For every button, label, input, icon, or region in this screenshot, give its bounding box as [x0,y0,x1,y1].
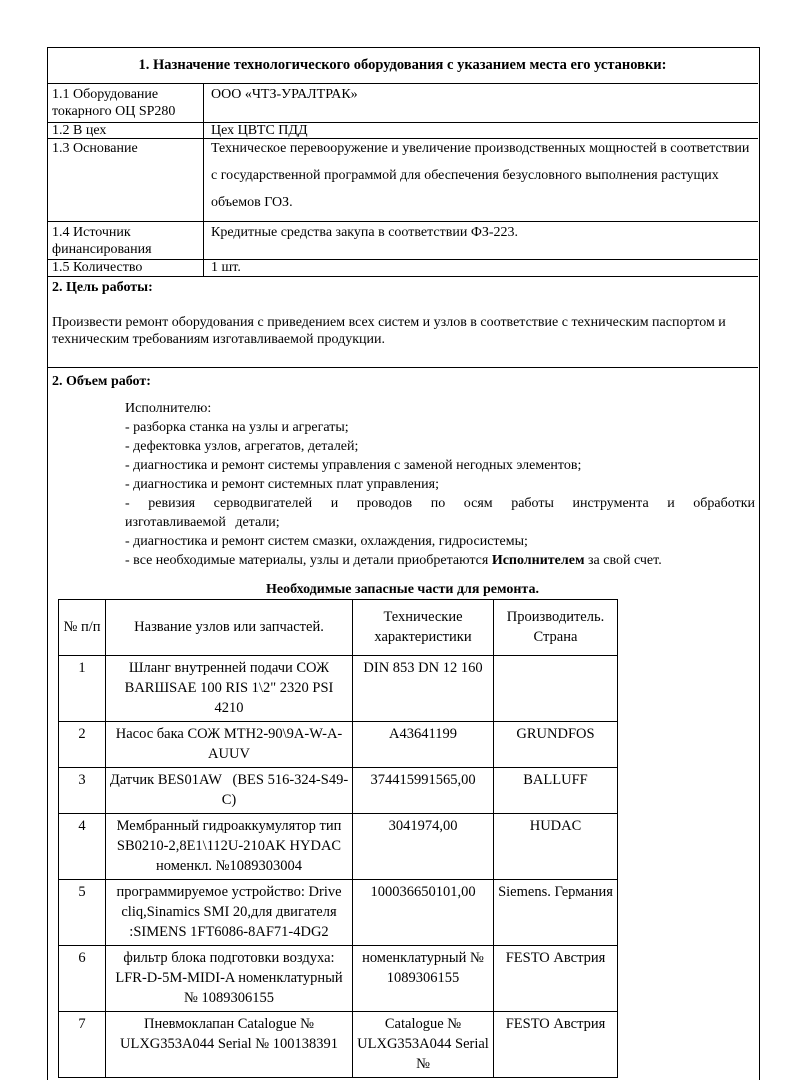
cell-number: 1 [59,656,106,722]
cell-number: 3 [59,768,106,814]
row-value: Кредитные средства закупа в соответствии ФЗ-223. [211,225,519,240]
table-row [59,814,618,880]
goal-text: Произвести ремонт оборудования с приведением всех систем и узлов в соответствие с техническим паспортом и техническим требованиям изготавливаемой продукции. [52,315,726,347]
table-row [59,722,618,768]
last-item-bold: Исполнителем [491,553,585,568]
header-maker: Производитель. Страна [494,600,618,656]
parts-table [58,599,618,1078]
parts-title: Необходимые запасные части для ремонта. [266,582,539,597]
cell-maker: FESTO Австрия [494,946,618,1012]
table-header-row [59,600,618,656]
cell-spec: 100036650101,00 [353,880,494,946]
row-label: 1.2 В цех [47,123,204,138]
last-item-prefix: - все необходимые материалы, узлы и детали приобретаются [125,553,492,568]
cell-spec: 374415991565,00 [353,768,494,814]
row-funding [47,222,758,260]
cell-name: Пневмоклапан Catalogue № ULXG353A044 Serial № 100138391 [106,1012,353,1078]
cell-name: фильтр блока подготовки воздуха: LFR-D-5M-MIDI-A номенклатурный № 1089306155 [106,946,353,1012]
cell-name: Насос бака СОЖ MTH2-90\9A-W-A-AUUV [106,722,353,768]
row-value: Цех ЦВТС ПДД [211,123,308,138]
cell-number: 5 [59,880,106,946]
header-name: Название узлов или запчастей. [106,600,353,656]
cell-name: Датчик BES01AW (BES 516-324-S49-C) [106,768,353,814]
document-page [47,47,760,1079]
list-item: - диагностика и ремонт системы управления с заменой негодных элементов; [125,458,582,473]
cell-spec: DIN 853 DN 12 160 [353,656,494,722]
row-label: 1.5 Количество [47,260,204,276]
header-spec: Технические характеристики [353,600,494,656]
scope-intro: Исполнителю: [125,401,212,416]
cell-spec: 3041974,00 [353,814,494,880]
list-item: - диагностика и ремонт системных плат управления; [125,477,439,492]
goal-heading [52,279,752,296]
scope-heading: 2. Объем работ: [52,374,151,389]
cell-maker: FESTO Австрия [494,1012,618,1078]
table-row [59,768,618,814]
cell-number: 6 [59,946,106,1012]
table-row [59,946,618,1012]
cell-number: 7 [59,1012,106,1078]
table-row [59,656,618,722]
row-label: 1.3 Основание [47,139,204,221]
cell-name: Шланг внутренней подачи СОЖ BARШSAE 100 RIS 1\2" 2320 PSI 4210 [106,656,353,722]
list-item: - дефектовка узлов, агрегатов, деталей; [125,439,359,454]
goal-heading-text: 2. Цель работы: [52,280,153,295]
row-equipment [47,84,758,123]
last-item-suffix: за свой счет. [584,553,662,568]
table-row [59,880,618,946]
cell-maker [494,656,618,722]
row-value: 1 шт. [211,260,241,275]
cell-maker: HUDAC [494,814,618,880]
cell-number: 2 [59,722,106,768]
cell-number: 4 [59,814,106,880]
list-item: - диагностика и ремонт систем смазки, охлаждения, гидросистемы; [125,534,528,549]
cell-spec: номенклатурный № 1089306155 [353,946,494,1012]
cell-spec: A43641199 [353,722,494,768]
row-basis [47,139,758,222]
cell-maker: BALLUFF [494,768,618,814]
goal-section [47,277,758,368]
scope-list [125,399,755,570]
cell-spec: Catalogue № ULXG353A044 Serial № [353,1012,494,1078]
row-value: Техническое перевооружение и увеличение производственных мощностей в соответствии с государственной программой для обеспечения безусловного выполнения растущих объемов ГОЗ. [211,141,750,210]
header-number: № п/п [59,600,106,656]
row-label: 1.1 Оборудование токарного ОЦ SP280 [47,84,204,122]
cell-name: Мембранный гидроаккумулятор тип SB0210-2,8E1\112U-210AK HYDAC номенкл. №1089303004 [106,814,353,880]
list-item: - разборка станка на узлы и агрегаты; [125,420,349,435]
cell-maker: GRUNDFOS [494,722,618,768]
row-quantity [47,260,758,277]
section1-title [47,47,758,84]
cell-name: программируемое устройство: Drive cliq,Sinamics SMI 20,для двигателя :SIMENS 1FT6086-8AF71-4DG2 [106,880,353,946]
row-value: ООО «ЧТЗ-УРАЛТРАК» [211,87,358,102]
section1-title-text: 1. Назначение технологического оборудования с указанием места его установки: [138,57,667,73]
table-row [59,1012,618,1078]
list-item: - ревизия серводвигателей и проводов по осям работы инструмента и обработки изготавливаемой детали; [125,496,755,530]
cell-maker: Siemens. Германия [494,880,618,946]
list-item-last [125,551,755,570]
row-label: 1.4 Источник финансирования [47,222,204,259]
